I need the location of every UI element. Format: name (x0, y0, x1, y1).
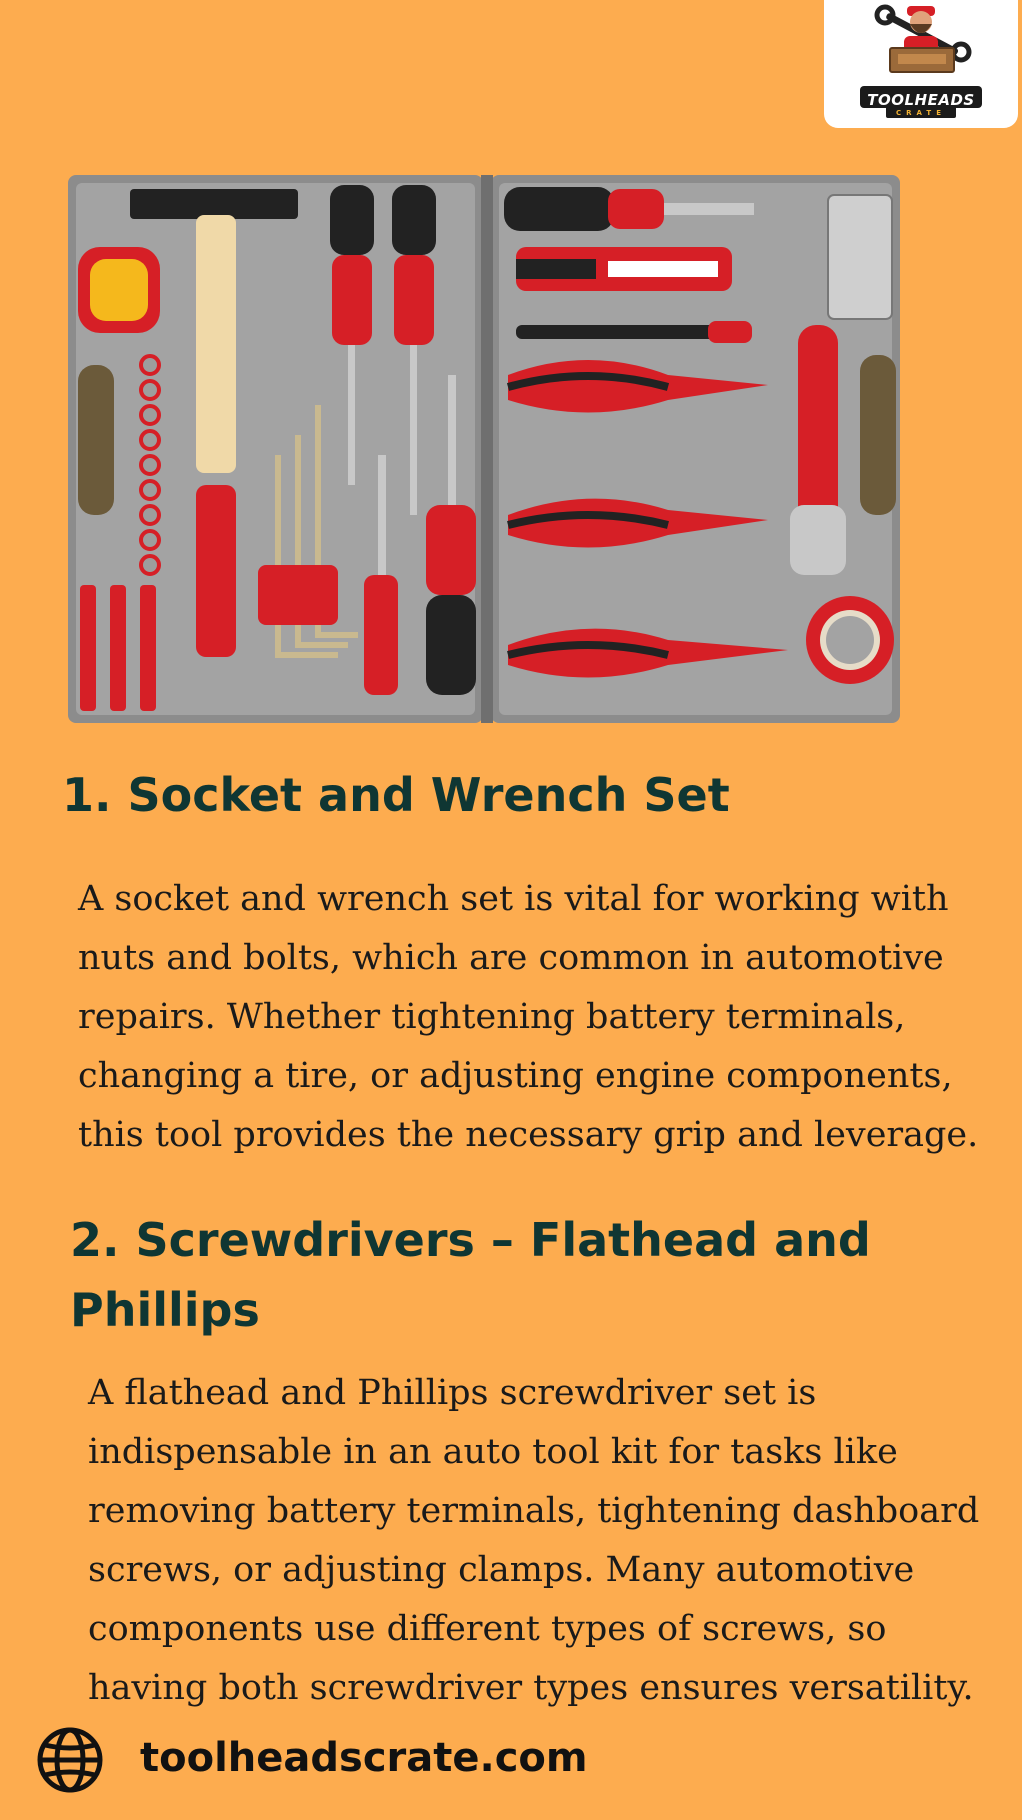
section-title-socket-wrench: 1. Socket and Wrench Set (62, 768, 730, 822)
logo-text: TOOLHEADS (867, 91, 975, 109)
tool-kit-photo (68, 175, 900, 723)
logo-subtext: CRATE (896, 109, 946, 117)
section-title-screwdrivers: 2. Screwdrivers – Flathead and Phillips (70, 1213, 871, 1337)
brand-logo[interactable] (824, 0, 1018, 128)
section-body-socket-wrench: A socket and wrench set is vital for working with nuts and bolts, which are common in automotive repairs. Whether tightening battery terminals, changing a tire, or adjusting engine components, this tool provides the necessary grip and leverage. (78, 879, 979, 1155)
website-link[interactable]: toolheadscrate.com (140, 1735, 588, 1781)
section-body-screwdrivers: A flathead and Phillips screwdriver set is indispensable in an auto tool kit for tasks like removing battery terminals, tightening dashboard screws, or adjusting clamps. Many automotive components use different types of screws, so having both screwdriver types ensures versatility. (88, 1373, 980, 1708)
globe-icon (36, 1726, 104, 1794)
